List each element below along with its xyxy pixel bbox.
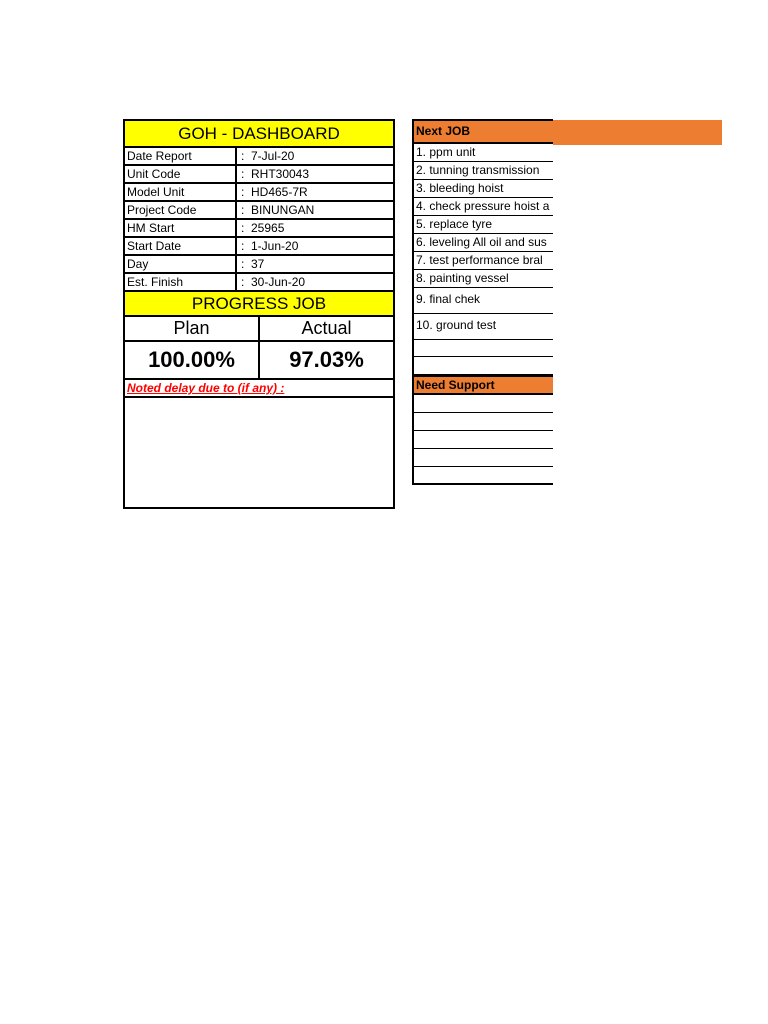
next-job-item: 8. painting vessel bbox=[414, 270, 553, 288]
next-job-panel bbox=[412, 119, 553, 485]
actual-label: Actual bbox=[258, 317, 393, 340]
info-row-day bbox=[125, 256, 393, 274]
info-row-hm-start bbox=[125, 220, 393, 238]
progress-job-title: PROGRESS JOB bbox=[125, 292, 393, 317]
info-value: : RHT30043 bbox=[241, 167, 310, 181]
info-row-project-code bbox=[125, 202, 393, 220]
info-label: Model Unit bbox=[125, 184, 237, 200]
info-row-est-finish bbox=[125, 274, 393, 292]
delay-note: Noted delay due to (if any) : bbox=[125, 380, 393, 398]
next-job-item: 5. replace tyre bbox=[414, 216, 553, 234]
next-job-item bbox=[414, 340, 553, 357]
info-row-model-unit bbox=[125, 184, 393, 202]
info-value: : 37 bbox=[241, 257, 265, 271]
need-support-row bbox=[414, 413, 553, 431]
next-job-item: 4. check pressure hoist a bbox=[414, 198, 553, 216]
plan-label: Plan bbox=[173, 318, 210, 338]
need-support-header: Need Support bbox=[414, 375, 553, 395]
next-job-item: 3. bleeding hoist bbox=[414, 180, 553, 198]
info-value: : 25965 bbox=[241, 221, 285, 235]
next-job-spacer-row bbox=[414, 357, 553, 375]
next-job-item: 1. ppm unit bbox=[414, 144, 553, 162]
info-value: : 7-Jul-20 bbox=[241, 149, 295, 163]
need-support-row bbox=[414, 431, 553, 449]
info-row-date-report bbox=[125, 148, 393, 166]
plan-actual-labels bbox=[125, 317, 393, 342]
next-job-item: 9. final chek bbox=[414, 288, 553, 314]
info-row-start-date bbox=[125, 238, 393, 256]
dashboard-title: GOH - DASHBOARD bbox=[125, 121, 393, 148]
next-job-item: 6. leveling All oil and sus bbox=[414, 234, 553, 252]
next-job-item: 7. test performance bral bbox=[414, 252, 553, 270]
info-label: Unit Code bbox=[125, 166, 237, 182]
next-job-header: Next JOB bbox=[414, 119, 553, 144]
info-value: : BINUNGAN bbox=[241, 203, 315, 217]
info-label: Start Date bbox=[125, 238, 237, 254]
info-value: : 30-Jun-20 bbox=[241, 275, 306, 289]
info-label: Project Code bbox=[125, 202, 237, 218]
next-job-item: 10. ground test bbox=[414, 314, 553, 340]
info-row-unit-code bbox=[125, 166, 393, 184]
next-job-item: 2. tunning transmission bbox=[414, 162, 553, 180]
plan-value: 100.00% bbox=[148, 347, 235, 372]
info-label: Date Report bbox=[125, 148, 237, 164]
actual-value: 97.03% bbox=[258, 342, 393, 378]
goh-dashboard-panel bbox=[123, 119, 395, 509]
need-support-row bbox=[414, 395, 553, 413]
header-orange-strip bbox=[553, 120, 722, 145]
info-value: : HD465-7R bbox=[241, 185, 308, 199]
info-label: Est. Finish bbox=[125, 274, 237, 290]
need-support-row bbox=[414, 467, 553, 485]
info-value: : 1-Jun-20 bbox=[241, 239, 299, 253]
need-support-row bbox=[414, 449, 553, 467]
info-label: Day bbox=[125, 256, 237, 272]
info-label: HM Start bbox=[125, 220, 237, 236]
plan-actual-values bbox=[125, 342, 393, 380]
